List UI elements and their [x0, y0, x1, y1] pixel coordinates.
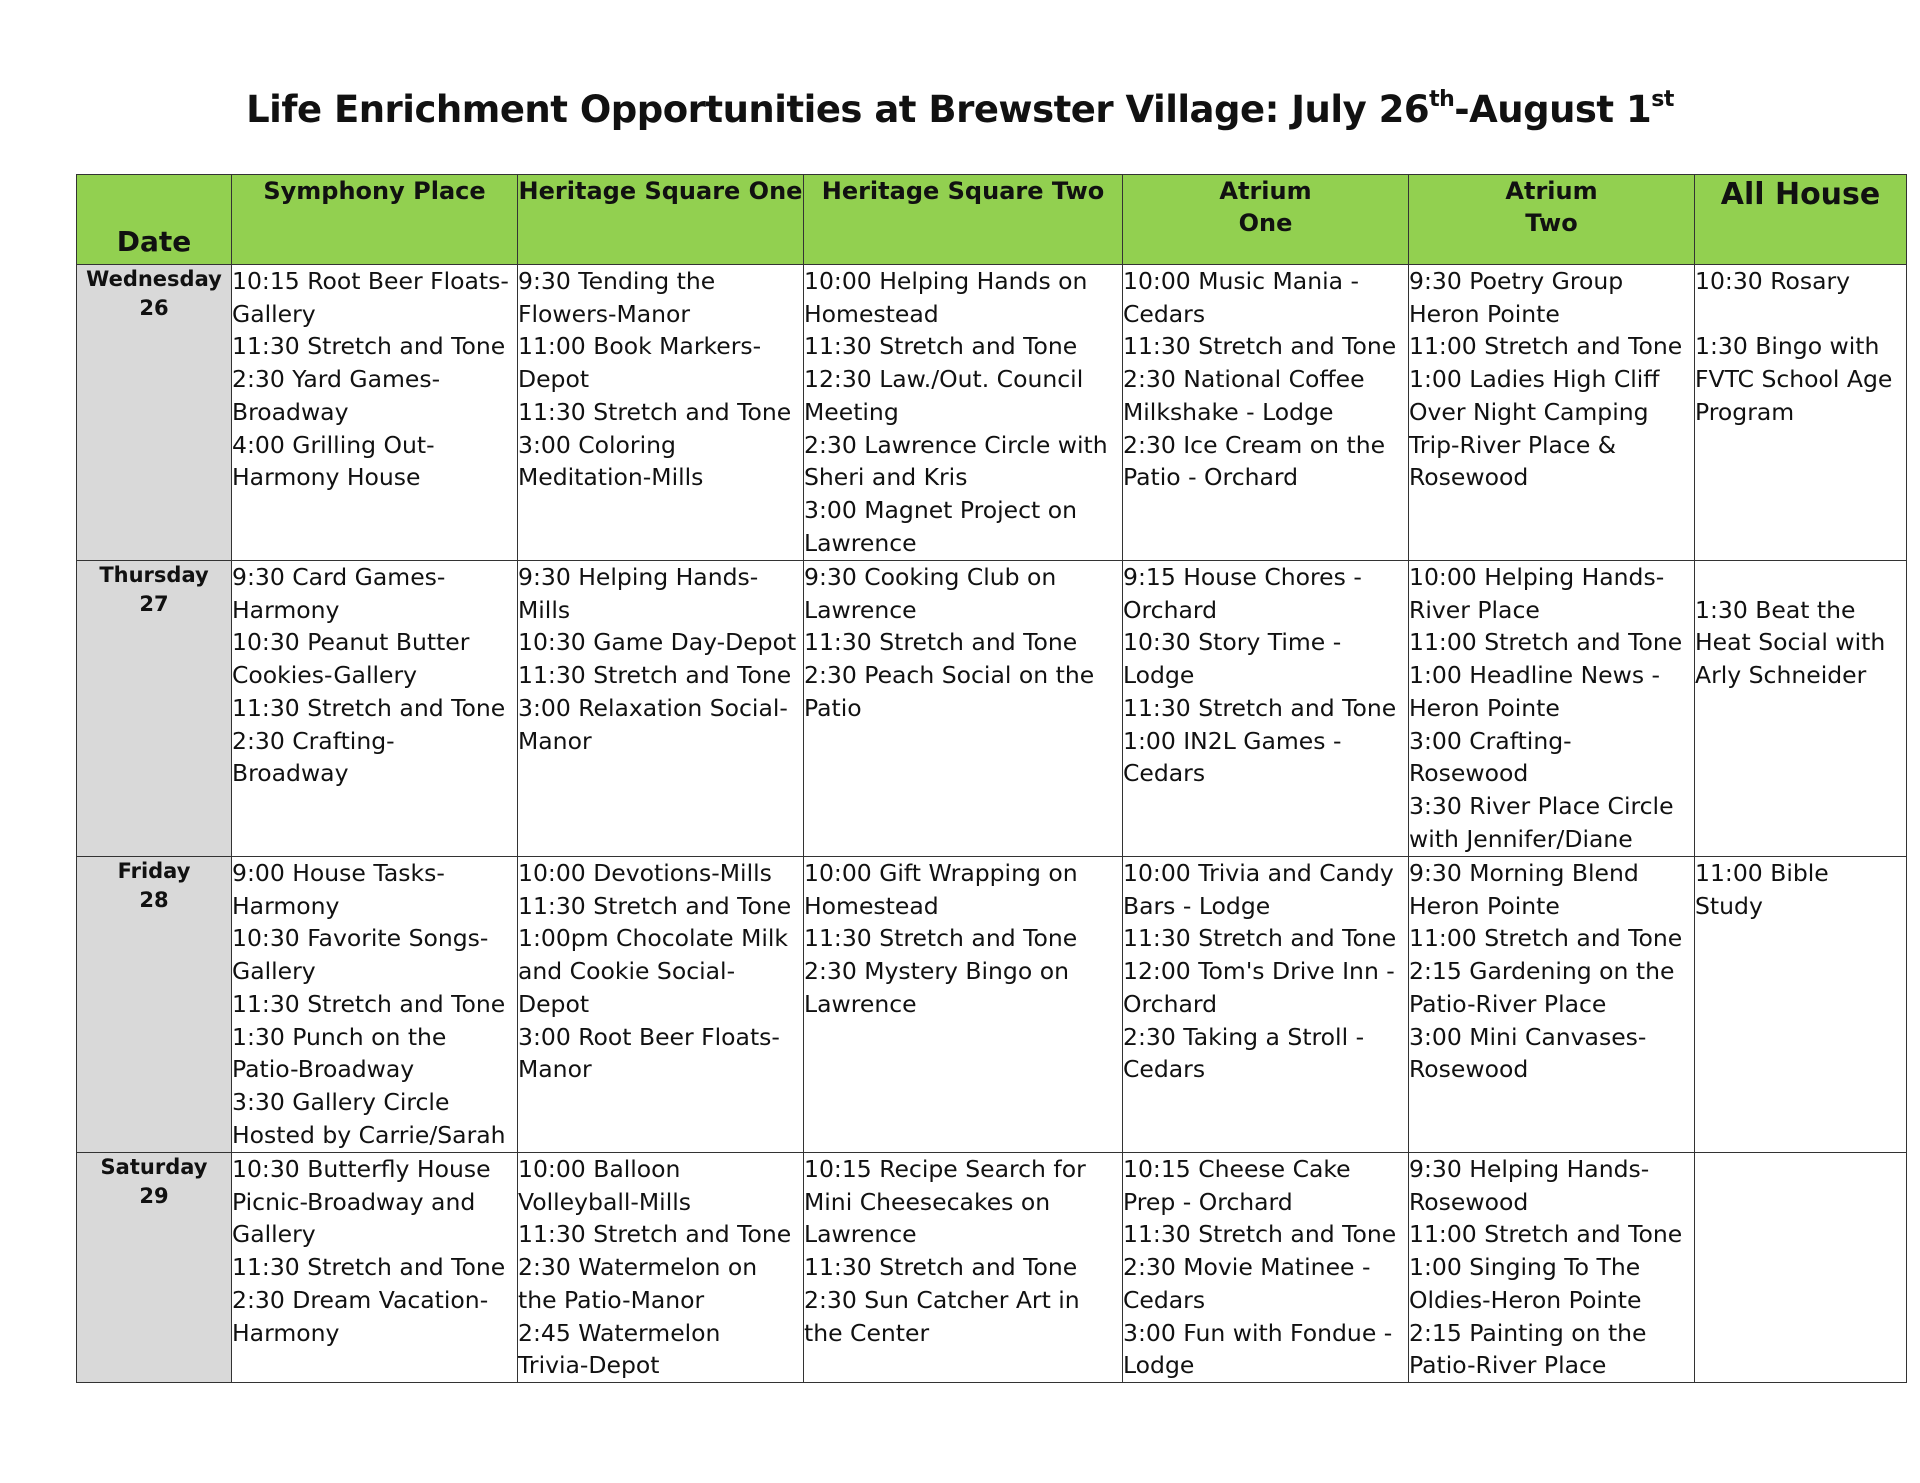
atrium-one-cell: 10:15 Cheese Cake Prep - Orchard 11:30 Stretch and Tone 2:30 Movie Matinee - Cedars 3:00 Fun with Fondue - Lodge: [1123, 1153, 1409, 1383]
day-name: Wednesday: [86, 267, 222, 291]
table-row: [77, 1153, 1907, 1383]
header-row: [77, 175, 1907, 265]
header-atrium-two-line2: Two: [1525, 209, 1578, 237]
date-cell: [77, 857, 232, 1153]
header-atrium-one-line1: Atrium: [1219, 177, 1312, 205]
day-number: 28: [139, 888, 169, 912]
title-sup-st: st: [1651, 87, 1674, 112]
date-cell: [77, 561, 232, 857]
day-number: 26: [139, 296, 169, 320]
title-sup-th: th: [1429, 87, 1455, 112]
heritage-square-one-cell: 9:30 Tending the Flowers-Manor 11:00 Book Markers- Depot 11:30 Stretch and Tone 3:00 Coloring Meditation-Mills: [518, 265, 804, 561]
table-row: [77, 561, 1907, 857]
heritage-square-one-cell: 10:00 Devotions-Mills 11:30 Stretch and Tone 1:00pm Chocolate Milk and Cookie Social- Depot 3:00 Root Beer Floats- Manor: [518, 857, 804, 1153]
atrium-two-cell: 9:30 Poetry Group Heron Pointe 11:00 Stretch and Tone 1:00 Ladies High Cliff Over Night Camping Trip-River Place & Rosewood: [1409, 265, 1695, 561]
heritage-square-two-cell: 10:15 Recipe Search for Mini Cheesecakes on Lawrence 11:30 Stretch and Tone 2:30 Sun Catcher Art in the Center: [804, 1153, 1123, 1383]
heritage-square-one-cell: 10:00 Balloon Volleyball-Mills 11:30 Stretch and Tone 2:30 Watermelon on the Patio-Manor 2:45 Watermelon Trivia-Depot: [518, 1153, 804, 1383]
heritage-square-one-cell: 9:30 Helping Hands- Mills 10:30 Game Day-Depot 11:30 Stretch and Tone 3:00 Relaxation Social- Manor: [518, 561, 804, 857]
header-atrium-one-line2: One: [1238, 209, 1293, 237]
date-cell: [77, 265, 232, 561]
table-row: [77, 265, 1907, 561]
atrium-two-cell: 10:00 Helping Hands- River Place 11:00 Stretch and Tone 1:00 Headline News - Heron Pointe 3:00 Crafting- Rosewood 3:30 River Place Circle with Jennifer/Diane: [1409, 561, 1695, 857]
date-cell: [77, 1153, 232, 1383]
header-atrium-two-line1: Atrium: [1505, 177, 1598, 205]
day-name: Saturday: [100, 1155, 208, 1179]
heritage-square-two-cell: 10:00 Gift Wrapping on Homestead 11:30 Stretch and Tone 2:30 Mystery Bingo on Lawrence: [804, 857, 1123, 1153]
heritage-square-two-cell: 9:30 Cooking Club on Lawrence 11:30 Stretch and Tone 2:30 Peach Social on the Patio: [804, 561, 1123, 857]
table-row: [77, 857, 1907, 1153]
atrium-one-cell: 10:00 Trivia and Candy Bars - Lodge 11:30 Stretch and Tone 12:00 Tom's Drive Inn - Orchard 2:30 Taking a Stroll - Cedars: [1123, 857, 1409, 1153]
header-all-house: All House: [1695, 175, 1907, 265]
all-house-cell: 11:00 Bible Study: [1695, 857, 1907, 1153]
header-symphony-place: Symphony Place: [232, 175, 518, 265]
heritage-square-two-cell: 10:00 Helping Hands on Homestead 11:30 Stretch and Tone 12:30 Law./Out. Council Meeting 2:30 Lawrence Circle with Sheri and Kris 3:00 Magnet Project on Lawrence: [804, 265, 1123, 561]
title-mid: -August 1: [1454, 88, 1652, 131]
header-heritage-square-two: Heritage Square Two: [804, 175, 1123, 265]
symphony-place-cell: 10:15 Root Beer Floats- Gallery 11:30 Stretch and Tone 2:30 Yard Games- Broadway 4:00 Grilling Out- Harmony House: [232, 265, 518, 561]
day-number: 29: [139, 1184, 169, 1208]
day-name: Thursday: [99, 563, 209, 587]
symphony-place-cell: 9:30 Card Games- Harmony 10:30 Peanut Butter Cookies-Gallery 11:30 Stretch and Tone 2:30 Crafting- Broadway: [232, 561, 518, 857]
atrium-one-cell: 9:15 House Chores - Orchard 10:30 Story Time - Lodge 11:30 Stretch and Tone 1:00 IN2L Games - Cedars: [1123, 561, 1409, 857]
symphony-place-cell: 10:30 Butterfly House Picnic-Broadway and Gallery 11:30 Stretch and Tone 2:30 Dream Vacation- Harmony: [232, 1153, 518, 1383]
atrium-two-cell: 9:30 Morning Blend Heron Pointe 11:00 Stretch and Tone 2:15 Gardening on the Patio-River Place 3:00 Mini Canvases- Rosewood: [1409, 857, 1695, 1153]
atrium-one-cell: 10:00 Music Mania - Cedars 11:30 Stretch and Tone 2:30 National Coffee Milkshake - Lodge 2:30 Ice Cream on the Patio - Orchard: [1123, 265, 1409, 561]
all-house-cell: 10:30 Rosary 1:30 Bingo with FVTC School Age Program: [1695, 265, 1907, 561]
symphony-place-cell: 9:00 House Tasks- Harmony 10:30 Favorite Songs- Gallery 11:30 Stretch and Tone 1:30 Punch on the Patio-Broadway 3:30 Gallery Circle Hosted by Carrie/Sarah: [232, 857, 518, 1153]
atrium-two-cell: 9:30 Helping Hands- Rosewood 11:00 Stretch and Tone 1:00 Singing To The Oldies-Heron Pointe 2:15 Painting on the Patio-River Place: [1409, 1153, 1695, 1383]
title-main: Life Enrichment Opportunities at Brewster Village: July 26: [246, 88, 1430, 131]
page-title: [0, 88, 1920, 131]
header-atrium-one: [1123, 175, 1409, 265]
day-number: 27: [139, 592, 169, 616]
header-heritage-square-one: Heritage Square One: [518, 175, 804, 265]
all-house-cell: 1:30 Beat the Heat Social with Arly Schneider: [1695, 561, 1907, 857]
all-house-cell: [1695, 1153, 1907, 1383]
header-date: Date: [77, 175, 232, 265]
schedule-table: [76, 174, 1907, 1383]
day-name: Friday: [117, 859, 191, 883]
header-atrium-two: [1409, 175, 1695, 265]
